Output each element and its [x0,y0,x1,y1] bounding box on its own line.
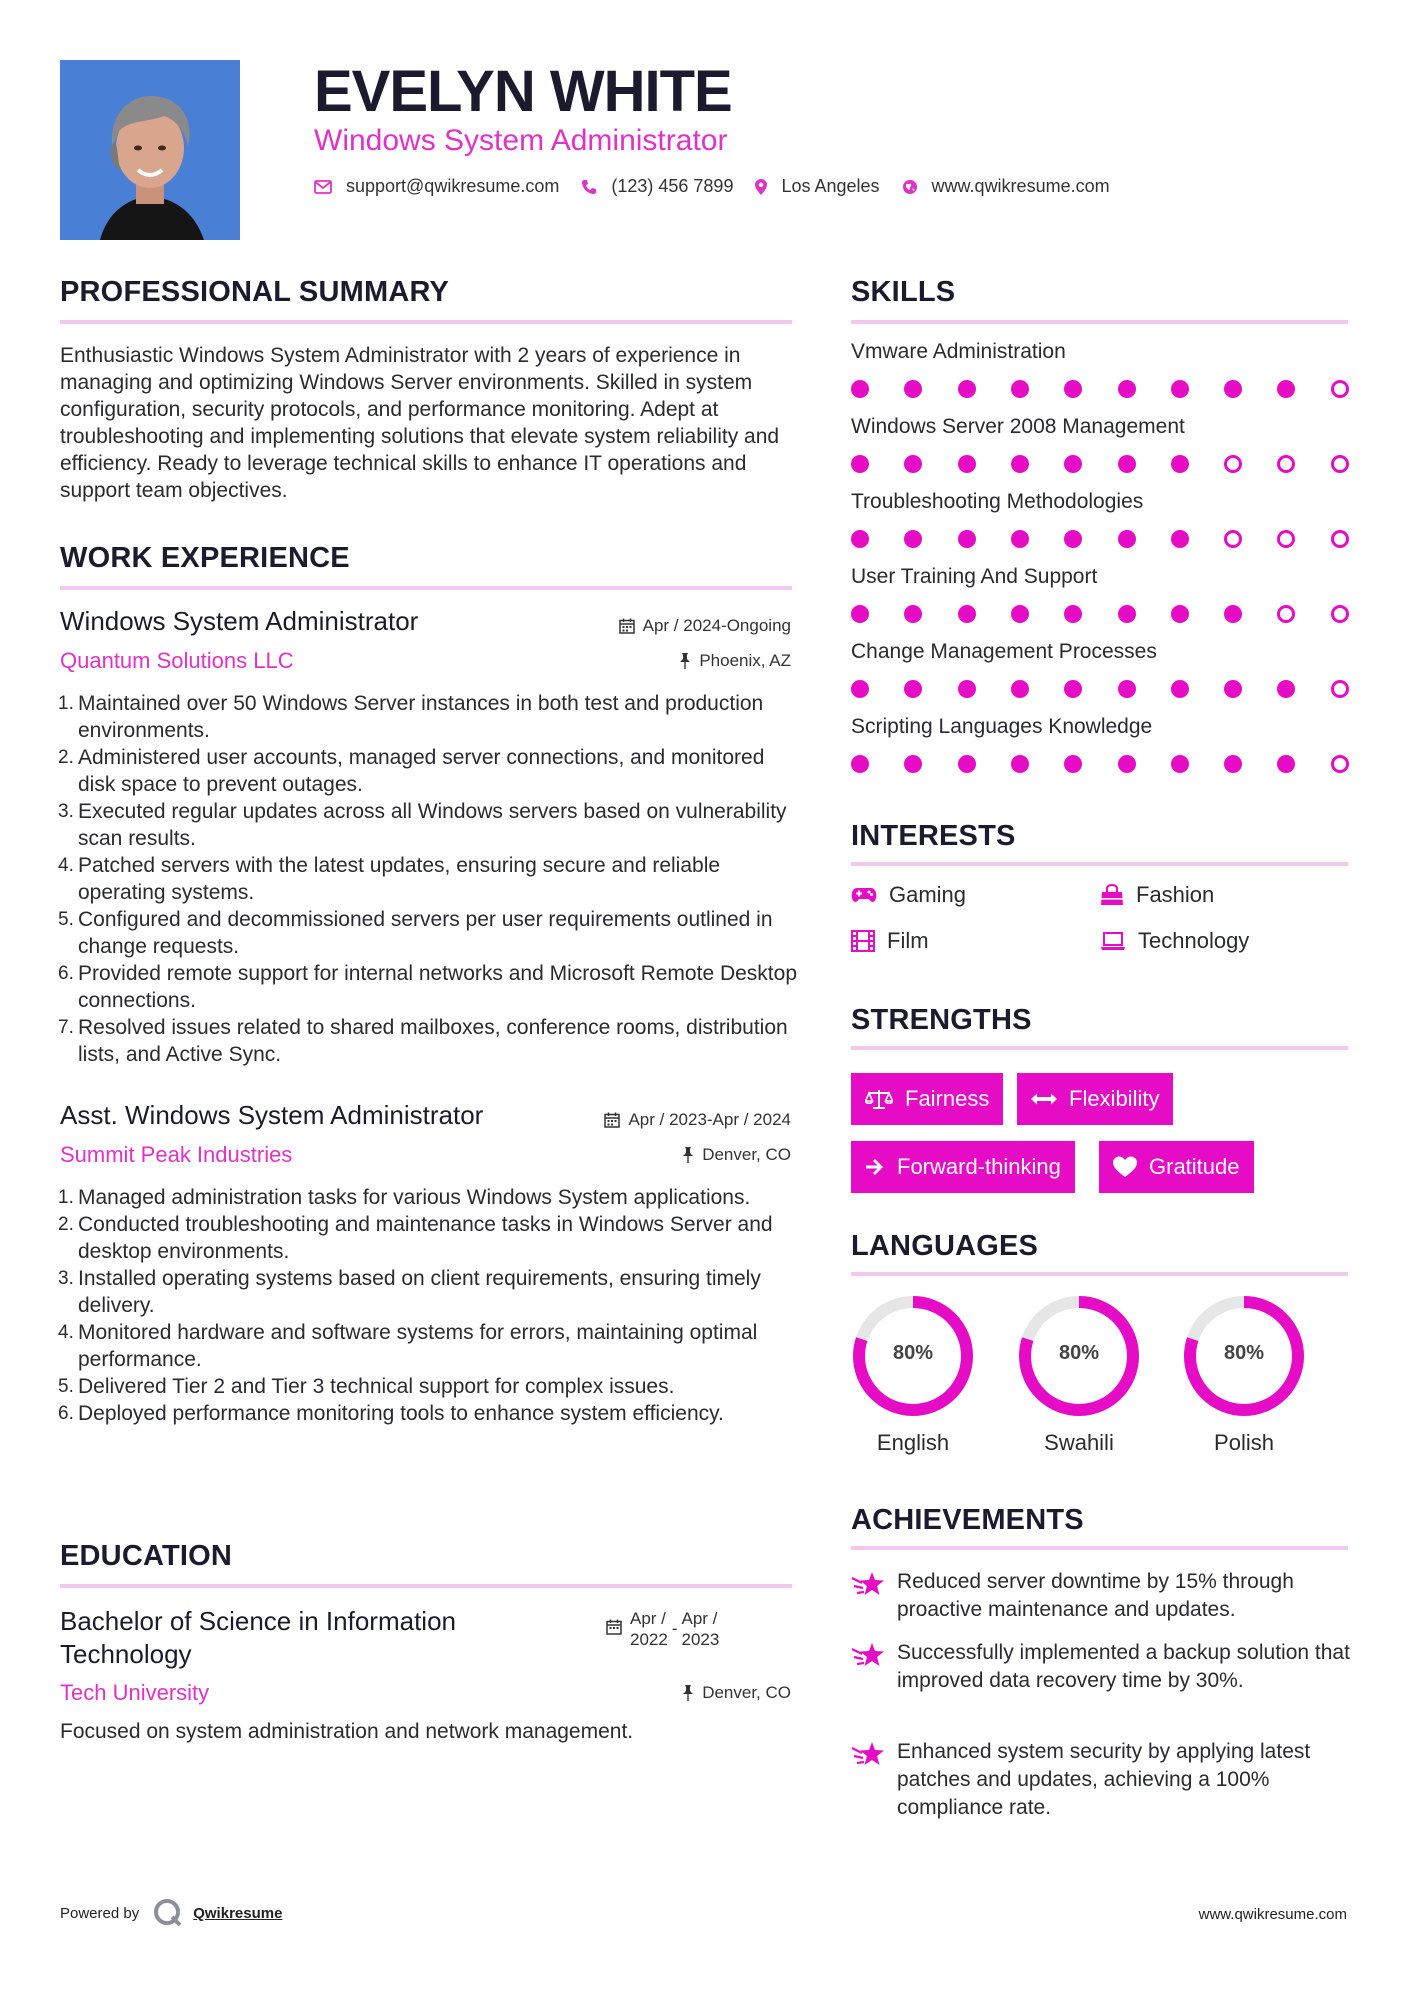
skill-rating [851,530,1347,550]
email-text: support@qwikresume.com [346,176,560,196]
language-percent: 80% [892,1342,934,1364]
strength-label: Forward-thinking [897,1154,1061,1179]
job-responsibilities [60,1184,800,1427]
list-item: 2. Administered user accounts, managed server connections, and monitored disk space to prevent outages. [58,746,765,796]
education-description: Focused on system administration and network management. [60,1720,634,1743]
rating-dot-filled [958,455,976,473]
rating-dot-filled [958,530,976,548]
language-percent: 80% [1223,1342,1265,1364]
skill-label: Vmware Administration [851,340,1066,363]
list-item: 2. Conducted troubleshooting and maintenance tasks in Windows Server and desktop environments. [58,1213,773,1263]
pushpin-icon [682,1685,694,1701]
contact-website[interactable] [902,176,1110,197]
footer-powered-by [60,1898,282,1928]
education-location [682,1683,791,1703]
bag-icon [1100,884,1124,906]
list-item: 1. Maintained over 50 Windows Server instances in both test and production environments. [58,692,764,742]
strength-chip [851,1073,1003,1125]
strength-chip [1017,1073,1173,1125]
rating-dot-filled [1277,380,1295,398]
list-item: 4. Patched servers with the latest updates, ensuring secure and reliable operating systems. [58,854,721,904]
rating-dot-empty [1331,380,1349,398]
map-pin-icon [755,179,767,195]
rating-dot-empty [1224,455,1242,473]
skill-label: Windows Server 2008 Management [851,415,1185,438]
rating-dot-filled [904,680,922,698]
job-dates [604,1110,791,1130]
date-separator: - [671,1619,678,1638]
rating-dot-filled [1118,755,1136,773]
language-label: Swahili [1044,1430,1114,1455]
degree-title-line2: Technology [60,1639,192,1669]
skill-rating [851,380,1347,400]
skill-label: Scripting Languages Knowledge [851,715,1153,738]
qwikresume-link[interactable]: Qwikresume [193,1904,283,1922]
rating-dot-empty [1331,455,1349,473]
languages-divider [851,1272,1348,1276]
achievement-text: Successfully implemented a backup solution that improved data recovery time by 30%. [897,1641,1350,1692]
rating-dot-filled [958,755,976,773]
edu-start-month: Apr / [630,1609,666,1628]
interest-label: Technology [1138,928,1250,953]
job-dates-text: Apr / 2024-Ongoing [642,616,791,635]
rating-dot-filled [1011,455,1029,473]
skill-rating [851,680,1347,700]
phone-icon [581,179,597,195]
achievement-item [851,1738,1351,1822]
rating-dot-empty [1331,755,1349,773]
calendar-icon [606,1619,622,1635]
job-location-text: Phoenix, AZ [699,651,791,670]
degree-title: Bachelor of Science in Information [60,1606,456,1636]
skill-rating [851,755,1347,775]
languages-heading: LANGUAGES [851,1230,1039,1262]
list-item: 7. Resolved issues related to shared mailboxes, conference rooms, distribution lists, and Active Sync. [58,1016,788,1066]
job-dates-text: Apr / 2023-Apr / 2024 [628,1110,791,1129]
rating-dot-filled [851,380,869,398]
rating-dot-filled [1171,755,1189,773]
edu-end-month: Apr / [681,1609,718,1628]
skill-label: Troubleshooting Methodologies [851,490,1144,513]
skill-rating [851,605,1347,625]
rating-dot-filled [851,605,869,623]
interest-fashion [1100,882,1214,908]
school-name: Tech University [60,1680,210,1705]
interest-technology [1100,928,1249,954]
education-dates [606,1608,719,1650]
portrait-image [60,60,240,240]
company-name: Summit Peak Industries [60,1142,293,1167]
rating-dot-filled [1118,455,1136,473]
rating-dot-filled [1064,380,1082,398]
list-item: 5. Delivered Tier 2 and Tier 3 technical support for complex issues. [58,1375,675,1398]
rating-dot-filled [958,605,976,623]
rating-dot-filled [1118,605,1136,623]
job-title: Asst. Windows System Administrator [60,1100,484,1130]
shooting-star-icon [851,1570,885,1598]
calendar-icon [604,1112,620,1128]
strengths-divider [851,1046,1348,1050]
strength-label: Fairness [905,1086,990,1111]
candidate-title: Windows System Administrator [314,124,728,157]
rating-dot-empty [1331,530,1349,548]
contact-bar [314,176,1132,197]
interest-gaming [851,882,966,908]
list-item: 5. Configured and decommissioned servers per user requirements outlined in change requests. [58,908,773,958]
rating-dot-empty [1224,530,1242,548]
interests-heading: INTERESTS [851,820,1016,852]
skill-label: Change Management Processes [851,640,1157,663]
candidate-name: EVELYN WHITE [314,59,732,124]
achievement-item [851,1568,1351,1624]
interest-label: Fashion [1136,882,1215,907]
balance-scale-icon [865,1088,893,1110]
summary-divider [60,320,792,324]
rating-dot-filled [904,380,922,398]
strength-chip [851,1141,1075,1193]
rating-dot-empty [1331,605,1349,623]
rating-dot-empty [1277,605,1295,623]
rating-dot-filled [1064,530,1082,548]
contact-phone[interactable] [581,176,733,197]
experience-divider [60,586,792,590]
pushpin-icon [682,1147,694,1163]
list-item: 3. Installed operating systems based on client requirements, ensuring timely delivery. [58,1267,761,1317]
powered-by-text: Powered by [60,1904,140,1922]
rating-dot-filled [1171,380,1189,398]
calendar-icon [619,618,635,634]
interest-film [851,928,929,954]
skill-label: User Training And Support [851,565,1098,588]
rating-dot-filled [1118,530,1136,548]
rating-dot-filled [1224,380,1242,398]
skills-divider [851,320,1348,324]
job-location-text: Denver, CO [702,1145,791,1164]
rating-dot-filled [1224,605,1242,623]
job-location [682,1145,791,1165]
rating-dot-filled [1064,455,1082,473]
phone-text: (123) 456 7899 [611,176,734,196]
rating-dot-filled [1064,680,1082,698]
achievements-heading: ACHIEVEMENTS [851,1504,1084,1536]
education-divider [60,1584,792,1588]
laptop-icon [1100,931,1126,951]
rating-dot-filled [851,455,869,473]
heart-icon [1113,1156,1137,1178]
rating-dot-filled [1224,680,1242,698]
achievement-text: Enhanced system security by applying latest patches and updates, achieving a 100% compliance rate. [897,1740,1311,1819]
job-title: Windows System Administrator [60,606,419,636]
film-icon [851,930,875,952]
contact-email[interactable] [314,176,559,197]
skill-rating [851,455,1347,475]
rating-dot-filled [904,755,922,773]
job-dates [619,616,791,636]
interest-label: Film [887,928,929,953]
rating-dot-filled [1224,755,1242,773]
strengths-heading: STRENGTHS [851,1004,1032,1036]
list-item: 3. Executed regular updates across all Windows servers based on vulnerability scan results. [58,800,787,850]
achievements-divider [851,1546,1348,1550]
arrow-right-icon [865,1158,885,1176]
strength-chip [1099,1141,1254,1193]
rating-dot-filled [1118,680,1136,698]
rating-dot-filled [1171,605,1189,623]
rating-dot-filled [1171,530,1189,548]
pushpin-icon [679,653,691,669]
shooting-star-icon [851,1641,885,1669]
qwikresume-logo-icon [153,1898,183,1928]
rating-dot-empty [1277,530,1295,548]
list-item: 1. Managed administration tasks for various Windows System applications. [58,1186,751,1209]
summary-text: Enthusiastic Windows System Administrator with 2 years of experience in managing and optimizing Windows Server environments. Skilled in system configuration, security protocols, and performance monitoring. Adept at troubleshooting and implementing solutions that elevate system reliability and efficiency. Ready to leverage technical skills to enhance IT operations and support team objectives. [60,344,780,502]
rating-dot-filled [904,530,922,548]
rating-dot-filled [851,680,869,698]
shooting-star-icon [851,1740,885,1768]
job-responsibilities [60,690,800,1068]
footer-website[interactable]: www.qwikresume.com [1198,1906,1347,1923]
summary-heading: PROFESSIONAL SUMMARY [60,276,450,308]
list-item: 4. Monitored hardware and software systems for errors, maintaining optimal performance. [58,1321,758,1371]
edu-start-year: 2022 [630,1630,668,1649]
rating-dot-filled [958,380,976,398]
envelope-icon [314,180,332,194]
skills-heading: SKILLS [851,276,956,308]
globe-icon [902,179,918,195]
profile-photo [60,60,240,240]
experience-heading: WORK EXPERIENCE [60,542,350,574]
achievement-text: Reduced server downtime by 15% through proactive maintenance and updates. [897,1570,1294,1621]
rating-dot-filled [1011,380,1029,398]
rating-dot-filled [1277,755,1295,773]
rating-dot-filled [958,680,976,698]
rating-dot-filled [851,530,869,548]
rating-dot-filled [1011,755,1029,773]
rating-dot-filled [1011,530,1029,548]
edu-end-year: 2023 [681,1630,720,1649]
rating-dot-filled [1011,605,1029,623]
achievement-item [851,1639,1351,1695]
list-item: 6. Deployed performance monitoring tools to enhance system efficiency. [58,1402,724,1425]
language-percent: 80% [1058,1342,1100,1364]
arrows-horizontal-icon [1031,1093,1057,1105]
education-location-text: Denver, CO [702,1683,791,1702]
interests-divider [851,862,1348,866]
rating-dot-empty [1331,680,1349,698]
rating-dot-filled [904,605,922,623]
rating-dot-filled [1171,455,1189,473]
rating-dot-filled [851,755,869,773]
rating-dot-filled [1171,680,1189,698]
list-item: 6. Provided remote support for internal networks and Microsoft Remote Desktop connections. [58,962,797,1012]
rating-dot-filled [1011,680,1029,698]
website-text: www.qwikresume.com [931,176,1110,196]
location-text: Los Angeles [781,176,880,196]
language-label: English [876,1430,950,1455]
contact-location [755,176,879,197]
gamepad-icon [851,886,877,904]
interest-label: Gaming [889,882,967,907]
rating-dot-filled [904,455,922,473]
strength-label: Gratitude [1149,1154,1240,1179]
rating-dot-filled [1064,755,1082,773]
rating-dot-empty [1277,455,1295,473]
rating-dot-filled [1118,380,1136,398]
strength-label: Flexibility [1069,1086,1160,1111]
language-label: Polish [1214,1430,1274,1455]
rating-dot-filled [1277,680,1295,698]
company-name: Quantum Solutions LLC [60,648,294,673]
education-heading: EDUCATION [60,1540,233,1572]
job-location [679,651,791,671]
rating-dot-filled [1064,605,1082,623]
